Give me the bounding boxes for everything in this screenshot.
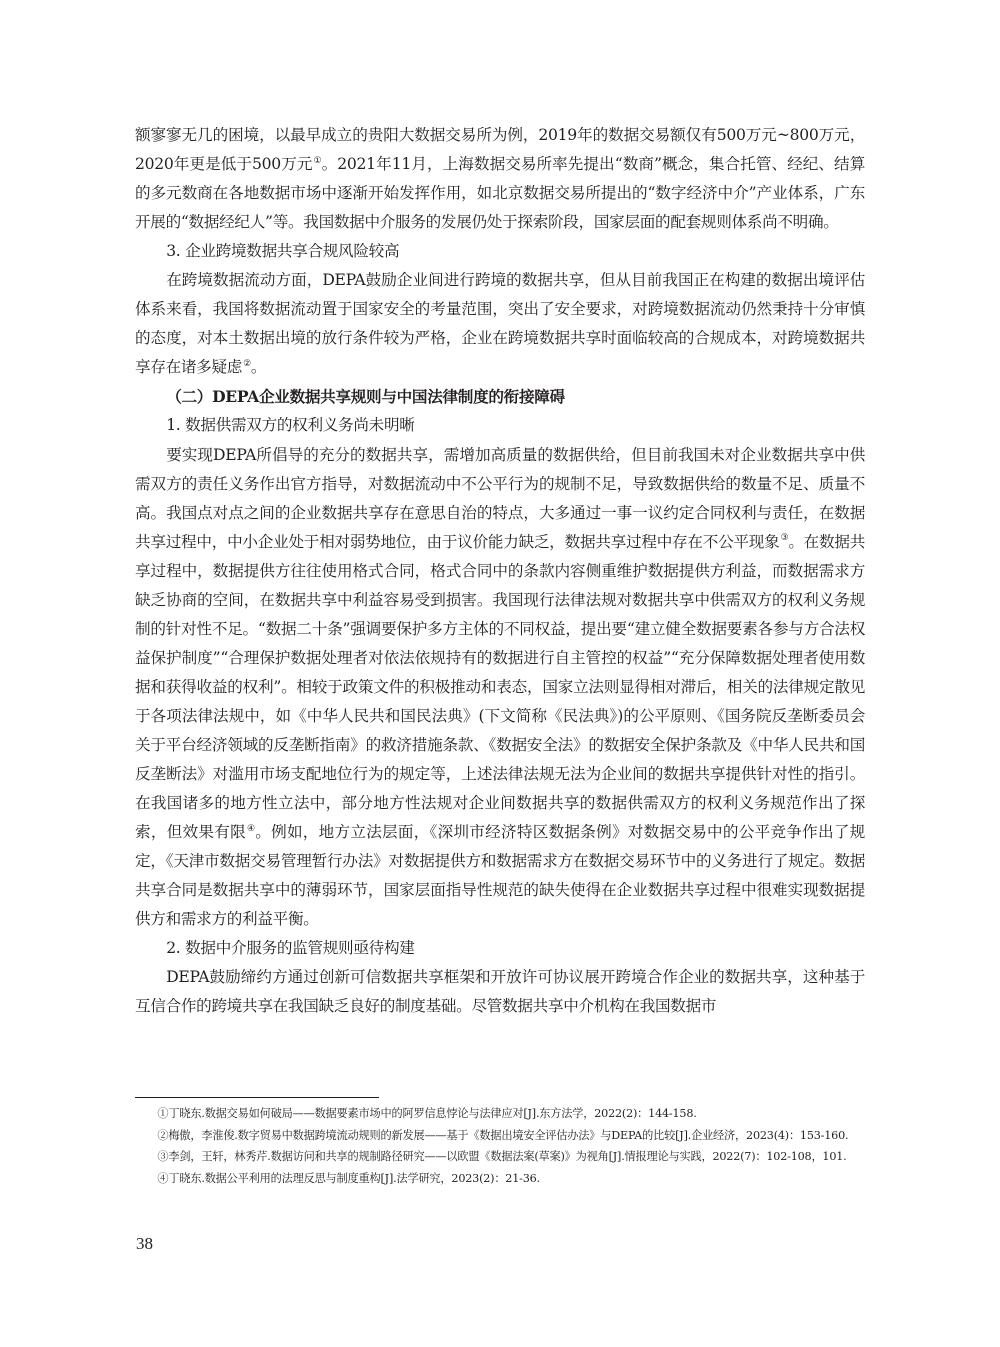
footnote-2: ②梅傲，李淮俊.数字贸易中数据跨境流动规则的新发展——基于《数据出境安全评估办法》与DEPA的比较[J].企业经济，2023(4)：153-160. xyxy=(157,1128,849,1142)
subheading-3: 3. 企业跨境数据共享合规风险较高 xyxy=(166,242,400,261)
subheading-1: 1. 数据供需双方的权利义务尚未明晰 xyxy=(166,416,415,435)
paragraph-4: DEPA鼓励缔约方通过创新可信数据共享框架和开放许可协议展开跨境合作企业的数据共享，这种基于互信合作的跨境共享在我国缺乏良好的制度基础。尽管数据共享中介机构在我国数据市 xyxy=(135,968,865,1016)
page-number: 38 xyxy=(136,1234,153,1253)
footnote-ref-3[interactable]: ③ xyxy=(780,533,789,544)
footnote-ref-1[interactable]: ① xyxy=(313,155,322,166)
footnote-1: ①丁晓东.数据交易如何破局——数据要素市场中的阿罗信息悖论与法律应对[J].东方法学，2022(2)：144-158. xyxy=(157,1107,697,1120)
main-text xyxy=(135,121,865,1021)
footnote-4: ④丁晓东.数据公平利用的法理反思与制度重构[J].法学研究，2023(2)：21-36. xyxy=(157,1171,540,1185)
subheading-2: 2. 数据中介服务的监管规则亟待构建 xyxy=(166,939,415,958)
footnote-divider xyxy=(135,1097,379,1098)
footnote-ref-4[interactable]: ④ xyxy=(246,823,256,834)
paragraph-3: 要实现DEPA所倡导的充分的数据共享，需增加高质量的数据供给，但目前我国未对企业数据共享中供需双方的责任义务作出官方指导，对数据流动中不公平行为的规制不足，导致数据供给的数量不足、质量不高。我国点对点之间的企业数据共享存在意思自治的特点，大多通过一事一议约定合同权利与责任，在数据共享过程中，中小企业处于相对弱势地位，由于议价能力缺乏，数据共享过程中存在不公平现象③。在数据共享过程中，数据提供方往往使用格式合同，格式合同中的条款内容侧重维护数据提供方利益，而数据需求方缺乏协商的空间，在数据共享中利益容易受到损害。我国现行法律法规对数据共享中供需双方的权利义务规制的针对性不足。“数据二十条”强调要保护多方主体的不同权益，提出要“建立健全数据要素各参与方合法权益保护制度”“合理保护数据处理者对依法依规持有的数据进行自主管控的权益”“充分保障数据处理者使用数据和获得收益的权利”。相较于政策文件的积极推动和表态，国家立法则显得相对滞后，相关的法律规定散见于各项法律法规中，如《中华人民共和国民法典》(下文简称《民法典》)的公平原则、《国务院反垄断委员会关于平台经济领域的反垄断指南》的救济措施条款、《数据安全法》的数据安全保护条款及《中华人民共和国反垄断法》对滥用市场支配地位行为的规定等，上述法律法规无法为企业间的数据共享提供针对性的指引。在我国诸多的地方性立法中，部分地方性法规对企业间数据共享的数据供需双方的权利义务规范作出了探索，但效果有限④。例如，地方立法层面，《深圳市经济特区数据条例》对数据交易中的公平竞争作出了规定，《天津市数据交易管理暂行办法》对数据提供方和数据需求方在数据交易环节中的义务进行了规定。数据共享合同是数据共享中的薄弱环节，国家层面指导性规范的缺失使得在企业数据共享过程中很难实现数据提供方和需求方的利益平衡。 xyxy=(135,445,865,929)
footnote-ref-2[interactable]: ② xyxy=(243,359,251,370)
paragraph-1: 额寥寥无几的困境，以最早成立的贵阳大数据交易所为例，2019年的数据交易额仅有500万元~800万元，2020年更是低于500万元①。2021年11月，上海数据交易所率先提出“数商”概念，集合托管、经纪、结算的多元数商在各地数据市场中逐渐开始发挥作用，如北京数据交易所提出的“数字经济中介”产业体系，广东开展的“数据经纪人”等。我国数据中介服务的发展仍处于探索阶段，国家层面的配套规则体系尚不明确。 xyxy=(135,126,865,232)
footnote-3: ③李剑，王轩，林秀芹.数据访问和共享的规制路径研究——以欧盟《数据法案(草案)》为视角[J].情报理论与实践，2022(7)：102-108，101. xyxy=(157,1150,847,1163)
paragraph-2: 在跨境数据流动方面，DEPA鼓励企业间进行跨境的数据共享，但从目前我国正在构建的数据出境评估体系来看，我国将数据流动置于国家安全的考量范围，突出了安全要求，对跨境数据流动仍然秉持十分审慎的态度，对本土数据出境的放行条件较为严格，企业在跨境数据共享时面临较高的合规成本，对跨境数据共享存在诸多疑虑②。 xyxy=(135,271,865,377)
footnotes xyxy=(135,1103,865,1189)
section-heading: （二）DEPA企业数据共享规则与中国法律制度的衔接障碍 xyxy=(166,387,565,407)
